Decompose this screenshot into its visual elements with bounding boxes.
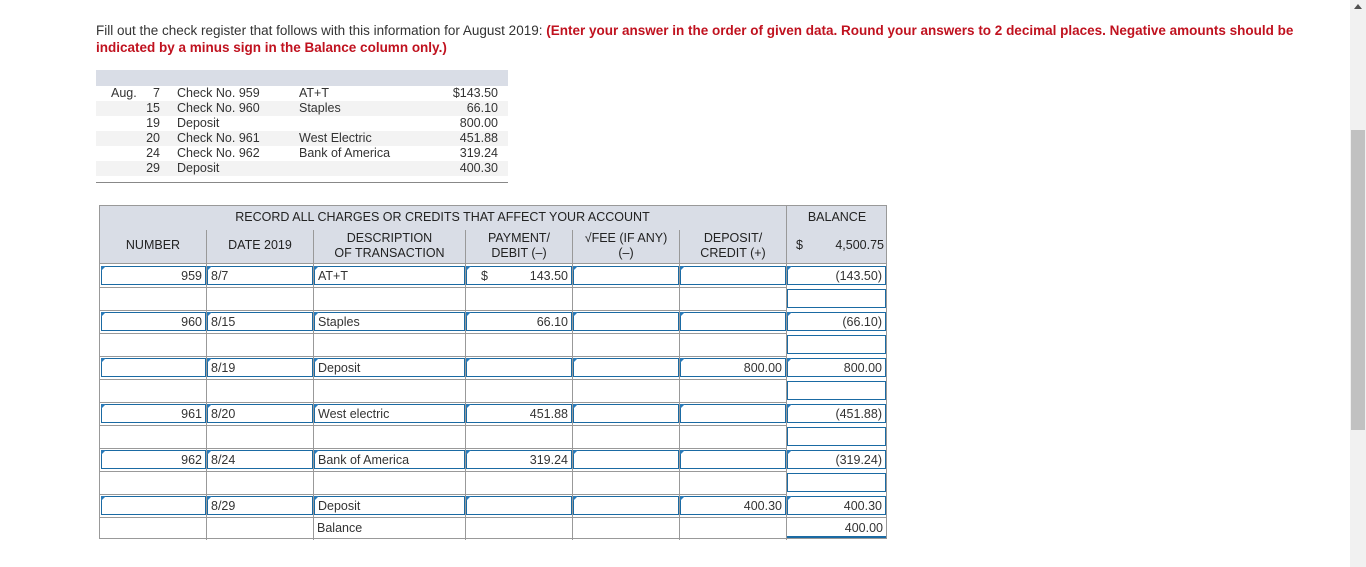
row-divider: [100, 425, 786, 426]
payment-input[interactable]: [466, 266, 572, 285]
row-divider: [100, 402, 786, 403]
input-marker-icon: [207, 404, 212, 409]
running-balance-input[interactable]: [787, 473, 886, 492]
row-divider: [100, 448, 786, 449]
given-item: Deposit: [177, 116, 220, 130]
number-heading: NUMBER: [125, 238, 181, 252]
date-value: 8/20: [211, 407, 236, 421]
input-marker-icon: [680, 312, 685, 317]
given-item: Deposit: [177, 161, 220, 175]
given-row: [96, 161, 508, 176]
number-input[interactable]: [101, 358, 206, 377]
balance-value: 400.30: [843, 499, 882, 513]
payment-currency: $: [481, 269, 488, 283]
input-marker-icon: [680, 266, 685, 271]
payment-input[interactable]: [466, 312, 572, 331]
deposit-heading-line1: DEPOSIT/: [703, 231, 763, 245]
given-row: [96, 101, 508, 116]
payment-input[interactable]: [466, 358, 572, 377]
input-marker-icon: [314, 266, 319, 271]
balance-input[interactable]: [787, 266, 886, 285]
given-amount: 400.30: [459, 161, 498, 175]
input-marker-icon: [314, 404, 319, 409]
running-balance-input[interactable]: [787, 289, 886, 308]
balance-input[interactable]: [787, 404, 886, 423]
input-marker-icon: [207, 496, 212, 501]
balance-value: (66.10): [842, 315, 882, 329]
row-divider: [100, 356, 786, 357]
number-value: 962: [181, 453, 202, 467]
given-payee: West Electric: [299, 131, 372, 145]
header-vline: [465, 230, 466, 263]
deposit-heading: [680, 231, 786, 261]
payment-value: 319.24: [529, 453, 568, 467]
input-marker-icon: [573, 266, 578, 271]
balance-input[interactable]: [787, 450, 886, 469]
payment-heading: [466, 231, 572, 261]
instructions: [96, 22, 1326, 56]
description-heading: [314, 231, 465, 261]
fee-heading-line1: √FEE (IF ANY): [584, 231, 668, 245]
input-marker-icon: [466, 404, 471, 409]
input-marker-icon: [101, 450, 106, 455]
record-all-heading: RECORD ALL CHARGES OR CREDITS THAT AFFECT YOUR ACCOUNT: [235, 210, 650, 224]
number-value: 960: [181, 315, 202, 329]
input-marker-icon: [101, 312, 106, 317]
input-marker-icon: [314, 312, 319, 317]
date-value: 8/29: [211, 499, 236, 513]
given-day: 7: [153, 86, 160, 100]
input-marker-icon: [680, 404, 685, 409]
input-marker-icon: [573, 312, 578, 317]
given-amount: $143.50: [452, 86, 498, 100]
fee-heading-line2: (–): [618, 246, 634, 260]
fee-input[interactable]: [573, 358, 679, 377]
final-balance-value: 400.00: [844, 521, 883, 535]
starting-balance: 4,500.75: [835, 238, 884, 252]
fee-input[interactable]: [573, 496, 679, 515]
given-amount: 451.88: [459, 131, 498, 145]
given-day: 15: [146, 101, 160, 115]
number-input[interactable]: [101, 450, 206, 469]
scroll-up-arrow-icon[interactable]: [1354, 4, 1362, 9]
balance-label: Balance: [317, 521, 363, 535]
description-input[interactable]: [314, 450, 465, 469]
description-input[interactable]: [314, 404, 465, 423]
deposit-input[interactable]: [680, 358, 786, 377]
input-marker-icon: [466, 266, 471, 271]
input-marker-icon: [787, 404, 792, 409]
date-input[interactable]: [207, 450, 313, 469]
date-value: 8/15: [211, 315, 236, 329]
deposit-value: 800.00: [743, 361, 782, 375]
given-payee: Bank of America: [299, 146, 391, 160]
scrollbar-thumb[interactable]: [1351, 130, 1365, 430]
description-input[interactable]: [314, 312, 465, 331]
date-input[interactable]: [207, 266, 313, 285]
input-marker-icon: [680, 450, 685, 455]
row-divider: [100, 333, 786, 334]
header-divider: [100, 230, 886, 231]
given-data-header: [96, 70, 508, 86]
given-row: [96, 86, 508, 101]
row-divider: [100, 471, 786, 472]
payment-input[interactable]: [466, 450, 572, 469]
input-marker-icon: [573, 496, 578, 501]
header-vline: [679, 230, 680, 263]
deposit-input[interactable]: [680, 496, 786, 515]
description-heading-line2: OF TRANSACTION: [334, 246, 445, 260]
given-amount: 319.24: [459, 146, 498, 160]
date-value: 8/24: [211, 453, 236, 467]
payment-input[interactable]: [466, 496, 572, 515]
fee-input[interactable]: [573, 266, 679, 285]
row-divider: [100, 494, 786, 495]
input-marker-icon: [207, 266, 212, 271]
date-input[interactable]: [207, 404, 313, 423]
number-input[interactable]: [101, 404, 206, 423]
description-heading-line1: DESCRIPTION: [346, 231, 433, 245]
description-input[interactable]: [314, 266, 465, 285]
input-marker-icon: [787, 266, 792, 271]
number-input[interactable]: [101, 312, 206, 331]
row-divider: [100, 379, 786, 380]
running-balance-input[interactable]: [787, 335, 886, 354]
number-input[interactable]: [101, 266, 206, 285]
deposit-heading-line2: CREDIT (+): [700, 246, 766, 260]
deposit-value: 400.30: [743, 499, 782, 513]
payment-value: 143.50: [529, 269, 568, 283]
balance-value: (451.88): [835, 407, 882, 421]
deposit-input[interactable]: [680, 450, 786, 469]
input-marker-icon: [466, 496, 471, 501]
date-input[interactable]: [207, 496, 313, 515]
fee-heading: [573, 231, 679, 261]
given-row: [96, 116, 508, 131]
given-data-table: [96, 70, 508, 183]
number-value: 959: [181, 269, 202, 283]
date-value: 8/19: [211, 361, 236, 375]
given-amount: 800.00: [459, 116, 498, 130]
row-divider: [100, 310, 786, 311]
input-marker-icon: [207, 312, 212, 317]
input-marker-icon: [573, 450, 578, 455]
given-day: 24: [146, 146, 160, 160]
description-input[interactable]: [314, 496, 465, 515]
payment-value: 451.88: [529, 407, 568, 421]
given-amount: 66.10: [466, 101, 498, 115]
description-value: AT+T: [318, 269, 348, 283]
date-value: 8/7: [211, 269, 229, 283]
description-value: West electric: [318, 407, 390, 421]
date-heading: DATE 2019: [228, 238, 292, 252]
instructions-note: (Enter your answer in the order of given data. Round your answers to 2 decimal places. Negative amounts should be indicated by a minus sign in the Balance column only.): [96, 23, 1294, 55]
input-marker-icon: [787, 450, 792, 455]
input-marker-icon: [314, 496, 319, 501]
given-payee: AT+T: [299, 86, 329, 100]
number-value: 961: [181, 407, 202, 421]
balance-value: (143.50): [835, 269, 882, 283]
description-value: Deposit: [318, 361, 361, 375]
given-item: Check No. 961: [177, 131, 260, 145]
balance-input[interactable]: [787, 496, 886, 515]
date-input[interactable]: [207, 358, 313, 377]
balance-heading: BALANCE: [807, 210, 867, 224]
given-data-divider: [96, 182, 508, 183]
input-marker-icon: [207, 450, 212, 455]
row-divider: [100, 517, 886, 518]
header-vline: [572, 230, 573, 263]
starting-balance-currency: $: [796, 238, 803, 252]
given-row: [96, 131, 508, 146]
balance-value: 800.00: [843, 361, 882, 375]
number-input[interactable]: [101, 496, 206, 515]
input-marker-icon: [787, 312, 792, 317]
given-item: Check No. 962: [177, 146, 260, 160]
header-bottom-rule: [100, 263, 886, 264]
given-day: 29: [146, 161, 160, 175]
row-divider: [100, 287, 786, 288]
input-marker-icon: [573, 358, 578, 363]
input-marker-icon: [787, 358, 792, 363]
header-vline: [786, 206, 787, 263]
header-vline: [206, 230, 207, 263]
input-marker-icon: [207, 358, 212, 363]
input-marker-icon: [314, 358, 319, 363]
input-marker-icon: [101, 404, 106, 409]
fee-input[interactable]: [573, 450, 679, 469]
input-marker-icon: [101, 358, 106, 363]
given-item: Check No. 960: [177, 101, 260, 115]
input-marker-icon: [680, 358, 685, 363]
input-marker-icon: [101, 266, 106, 271]
input-marker-icon: [466, 358, 471, 363]
balance-value: (319.24): [835, 453, 882, 467]
deposit-input[interactable]: [680, 404, 786, 423]
description-input[interactable]: [314, 358, 465, 377]
input-marker-icon: [314, 450, 319, 455]
input-marker-icon: [466, 312, 471, 317]
header-vline: [313, 230, 314, 263]
description-value: Bank of America: [318, 453, 410, 467]
check-register: [99, 205, 887, 539]
deposit-input[interactable]: [680, 266, 786, 285]
payment-heading-line1: PAYMENT/: [487, 231, 551, 245]
given-day: 20: [146, 131, 160, 145]
deposit-input[interactable]: [680, 312, 786, 331]
running-balance-input[interactable]: [787, 381, 886, 400]
description-value: Deposit: [318, 499, 361, 513]
input-marker-icon: [573, 404, 578, 409]
payment-input[interactable]: [466, 404, 572, 423]
date-input[interactable]: [207, 312, 313, 331]
input-marker-icon: [787, 496, 792, 501]
given-row: [96, 146, 508, 161]
input-marker-icon: [680, 496, 685, 501]
payment-value: 66.10: [536, 315, 568, 329]
balance-input[interactable]: [787, 358, 886, 377]
given-payee: Staples: [299, 101, 341, 115]
fee-input[interactable]: [573, 404, 679, 423]
instructions-text: Fill out the check register that follows with this information for August 2019:: [96, 23, 547, 38]
input-marker-icon: [466, 450, 471, 455]
given-item: Check No. 959: [177, 86, 260, 100]
input-marker-icon: [101, 496, 106, 501]
final-balance-input[interactable]: [787, 519, 886, 538]
fee-input[interactable]: [573, 312, 679, 331]
given-month: Aug.: [111, 86, 137, 100]
running-balance-input[interactable]: [787, 427, 886, 446]
balance-input[interactable]: [787, 312, 886, 331]
description-value: Staples: [318, 315, 360, 329]
given-day: 19: [146, 116, 160, 130]
payment-heading-line2: DEBIT (–): [491, 246, 547, 260]
